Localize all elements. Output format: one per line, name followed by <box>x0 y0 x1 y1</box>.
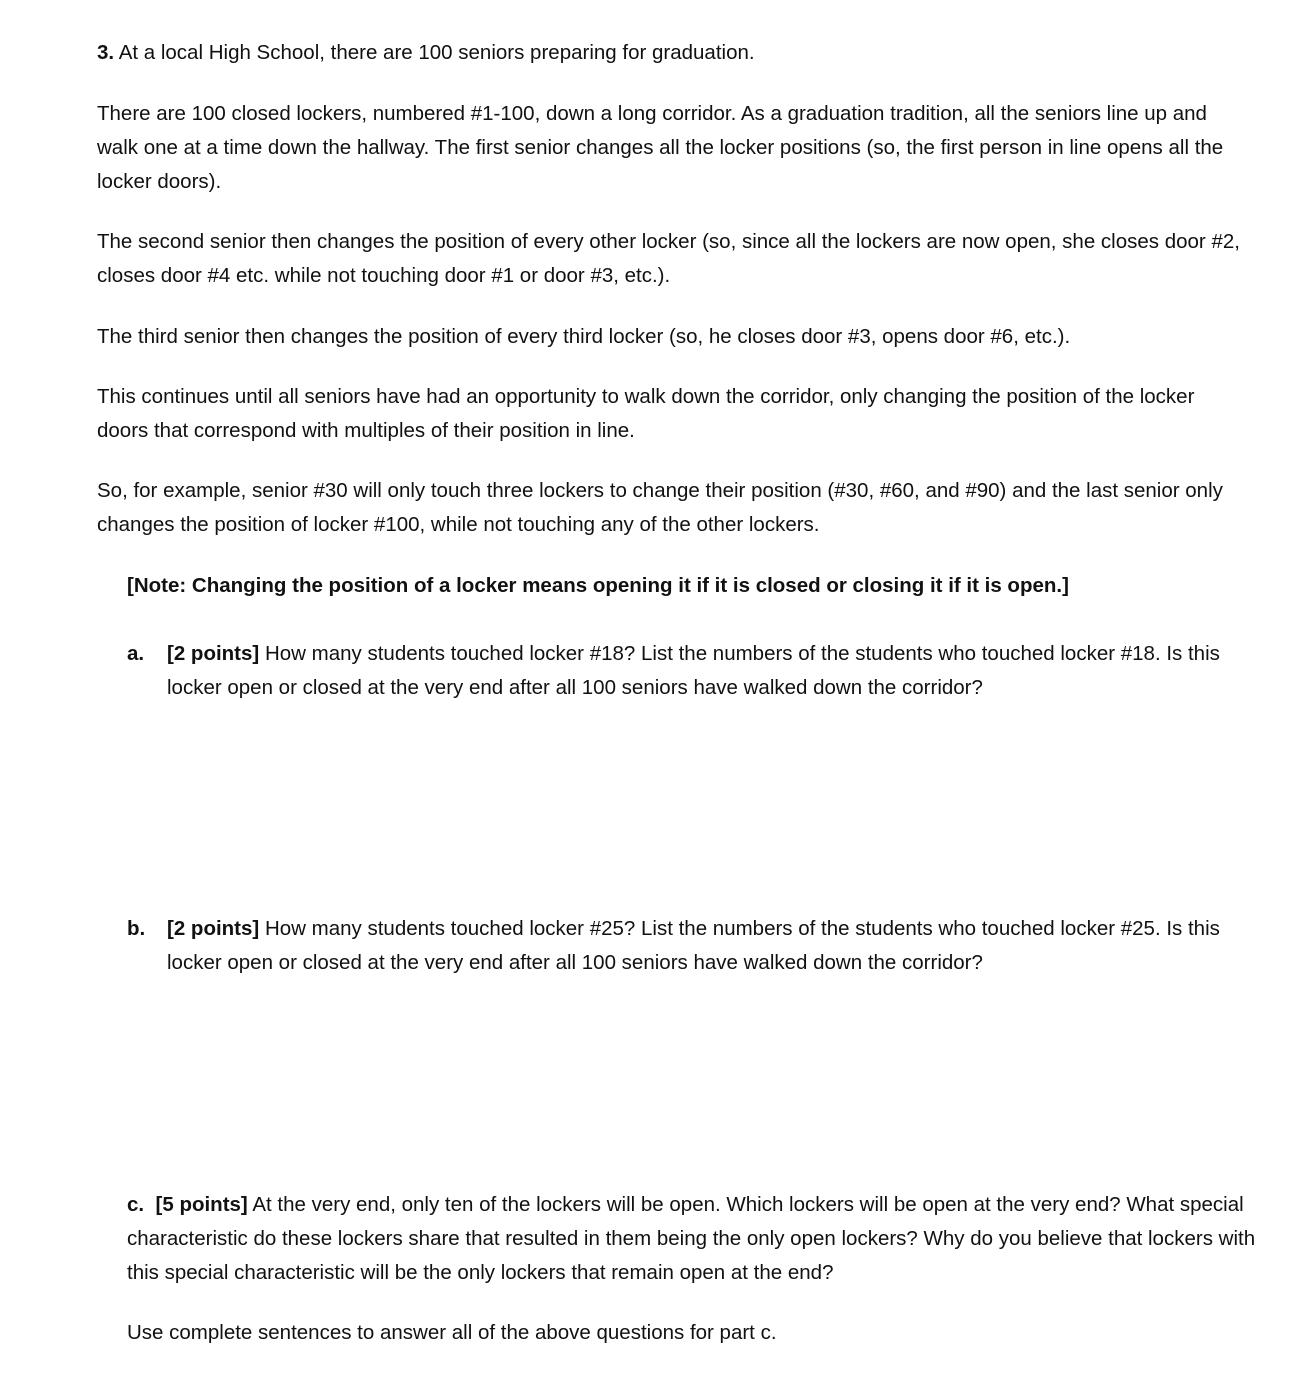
problem-heading <box>97 36 1247 70</box>
question-a-label: a. <box>127 642 145 665</box>
problem-number: 3. <box>97 41 115 64</box>
question-c-body <box>127 1188 1267 1290</box>
paragraph-third-senior: The third senior then changes the position of every third locker (so, he closes door #3, opens door #6, etc.). <box>97 325 1071 348</box>
question-a-text: How many students touched locker #18? List the numbers of the students who touched locker #18. Is this locker open or closed at the very end after all 100 seniors have walked down the corridor? <box>167 642 1220 699</box>
question-c-label: c. <box>127 1193 145 1216</box>
paragraph-second-senior: The second senior then changes the position of every other locker (so, since all the lockers are now open, she closes door #2, closes door #4 etc. while not touching door #1 or door #3, etc.). <box>97 230 1240 287</box>
question-b-points: [2 points] <box>167 917 260 940</box>
question-b-label: b. <box>127 917 146 940</box>
question-b-body <box>167 912 1227 980</box>
note: [Note: Changing the position of a locker means opening it if it is closed or closing it if it is open.] <box>127 574 1069 597</box>
paragraph-example: So, for example, senior #30 will only touch three lockers to change their position (#30, #60, and #90) and the last senior only changes the position of locker #100, while not touching any of the other lockers. <box>97 479 1223 536</box>
problem-intro: At a local High School, there are 100 seniors preparing for graduation. <box>118 41 755 64</box>
question-c-text: At the very end, only ten of the lockers will be open. Which lockers will be open at the very end? What special characteristic do these lockers share that resulted in them being the only open lockers? Why do you believe that lockers with this special characteristic will be the only lockers that remain open at the end? <box>127 1193 1256 1284</box>
instruction: Use complete sentences to answer all of the above questions for part c. <box>127 1321 777 1344</box>
question-c-points: [5 points] <box>155 1193 248 1216</box>
paragraph-continues: This continues until all seniors have had an opportunity to walk down the corridor, only changing the position of the locker doors that correspond with multiples of their position in line. <box>97 385 1195 442</box>
question-b-text: How many students touched locker #25? List the numbers of the students who touched locker #25. Is this locker open or closed at the very end after all 100 seniors have walked down the corridor? <box>167 917 1220 974</box>
question-a-body <box>167 637 1227 705</box>
question-a-points: [2 points] <box>167 642 260 665</box>
paragraph-setup: There are 100 closed lockers, numbered #1-100, down a long corridor. As a graduation tradition, all the seniors line up and walk one at a time down the hallway. The first senior changes all the locker positions (so, the first person in line opens all the locker doors). <box>97 102 1224 193</box>
